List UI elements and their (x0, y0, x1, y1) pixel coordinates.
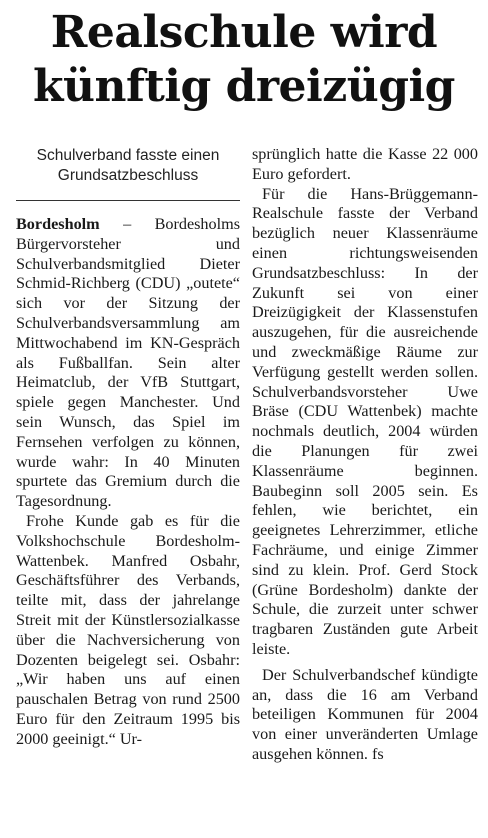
paragraph-volkshochschule: Frohe Kunde gab es für die Volkshochschule Bordesholm-Wattenbek. Manfred Osbahr, Geschäftsführer des Verbands, teilte mit, dass der jahrelange Streit mit der Künstlersozialkasse über die Nachversicherung von Dozenten beigelegt sei. Osbahr: „Wir haben uns auf einen pauschalen Betrag von rund 2500 Euro für den Zeitraum 1995 bis 2000 geeinigt.“ Ur- (16, 511, 240, 748)
lead-paragraph (16, 215, 240, 512)
lead-paragraph-text: Bordesholms Bürgervorsteher und Schulverbandsmitglied Dieter Schmid-Richberg (CDU) „outete“ sich vor der Sitzung der Schulverbandsversammlung am Mittwochabend im KN-Gespräch als Fußballfan. Sein alter Heimatclub, der VfB Stuttgart, spiele gegen Manchester. Und sein Wunsch, das Spiel im Fernsehen verfolgen zu können, wurde wahr: In 40 Minuten spurtete das Gremium durch die Tagesordnung. (16, 215, 240, 511)
author-signature: fs (372, 744, 384, 763)
headline-line-2: künftig dreizügig (33, 61, 455, 112)
right-column (252, 145, 478, 765)
paragraph-umlage-text: Der Schulverbandschef kündigte an, dass die 16 am Verband beteiligen Kommunen für 2004 von einer unveränderten Umlage ausgehen können. (252, 665, 478, 763)
dateline-dash: – (99, 215, 155, 233)
subheadline-divider (16, 200, 240, 201)
left-column (16, 146, 240, 750)
article-headline (0, 6, 488, 114)
article-subheadline: Schulverband fasste einen Grundsatzbeschluss (36, 147, 220, 184)
headline-line-1: Realschule wird (50, 7, 438, 58)
paragraph-umlage (252, 666, 478, 765)
paragraph-realschule: Für die Hans-Brüggemann-Realschule fasste der Verband bezüglich neuer Klassenräume einen richtungsweisenden Grundsatzbeschluss: In der Zukunft sei von einer Dreizügigkeit der Klassenstufen auszugehen, für die ausreichende und zweckmäßige Räume zur Verfügung gestellt werden sollen. Schulverbandsvorsteher Uwe Bräse (CDU Wattenbek) machte nochmals deutlich, 2004 würden die Planungen für zwei Klassenräume beginnen. Baubeginn soll 2005 sein. Es fehlen, wie berichtet, ein geeignetes Lehrerzimmer, etliche Fachräume, und einige Zimmer sind zu klein. Prof. Gerd Stock (Grüne Bordesholm) dankte der Schule, die zurzeit unter schwer tragbaren Zuständen gute Arbeit leiste. (252, 184, 478, 658)
paragraph-continuation: sprünglich hatte die Kasse 22 000 Euro gefordert. (252, 145, 478, 183)
dateline: Bordesholm (16, 215, 100, 233)
